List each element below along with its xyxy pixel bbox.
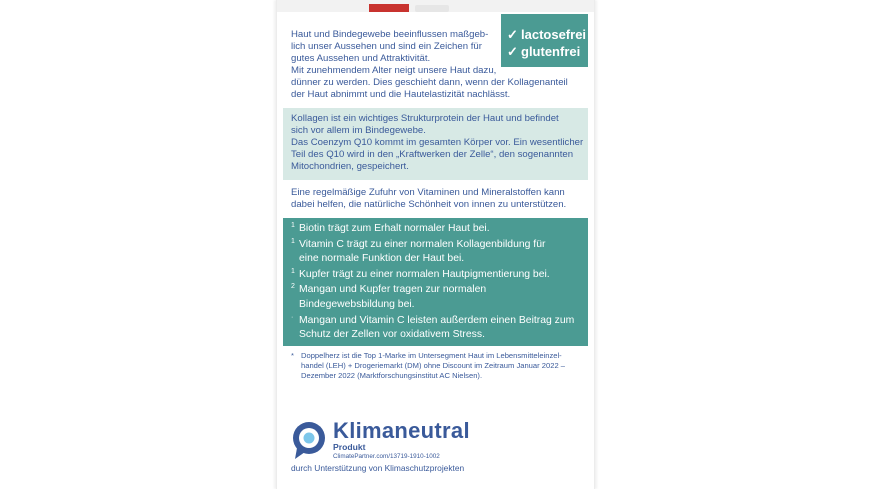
footnote [291,351,576,382]
claim-line: Biotin trägt zum Erhalt normaler Haut bei. [299,223,490,234]
collagen-line: Mitochondrien, gespeichert. [291,161,409,173]
box-top-edge [277,0,594,12]
claim-line: Schutz der Zellen vor oxidativem Stress. [299,329,485,341]
supply-paragraph [291,187,591,211]
footnote-marker: * [291,351,294,360]
badge-label: lactosefrei [521,27,587,42]
climate-subtitle: Produkt [333,442,366,452]
footnote-line: Dezember 2022 (Marktforschungsinstitut AC Nielsen). [301,371,483,381]
badge-label: glutenfrei [521,44,581,59]
collagen-line: sich vor allem im Bindegewebe. [291,125,426,137]
climate-tagline: durch Unterstützung von Klimaschutzprojekten [291,463,465,473]
health-claims-band [283,218,588,346]
claim-marker: 1 [291,222,295,229]
claim-item [291,238,586,267]
checkmark-icon: ✓ [507,27,518,42]
claim-marker: 2 [291,283,295,291]
climate-url: ClimatePartner.com/13719-1910-1002 [333,453,440,460]
intro-line: der Haut abnimmt und die Hautelastizität nachlässt. [291,89,511,101]
claim-line: Mangan und Kupfer tragen zur normalen [299,284,487,296]
intro-line: lich unser Aussehen und sind ein Zeichen für [291,41,482,53]
red-label-strip [369,4,409,12]
claim-line: Bindegewebsbildung bei. [299,298,415,310]
intro-line: Haut und Bindegewebe beeinflussen maßgeb- [291,29,489,40]
claim-marker: · [291,313,294,321]
claim-item [291,314,586,343]
claim-line: eine normale Funktion der Haut bei. [299,253,465,265]
badge-row-lactose [507,26,588,43]
claim-item [291,222,586,237]
claim-item [291,268,586,283]
climate-neutral-label [291,418,591,478]
claim-line: Mangan und Vitamin C leisten außerdem einen Beitrag zum [299,314,575,326]
checkmark-icon: ✓ [507,44,518,59]
claim-marker: 1 [291,267,295,275]
climate-title: Klimaneutral [333,418,470,443]
collagen-line: Das Coenzym Q10 kommt im gesamten Körper vor. Ein wesentlicher [291,137,584,149]
footnote-line: handel (LEH) + Drogeriemarkt (DM) ohne Discount im Zeitraum Januar 2022 – [301,361,565,371]
collagen-info-band [283,108,588,180]
supply-line: dabei helfen, die natürliche Schönheit von innen zu unterstützen. [291,199,567,211]
intro-line: Mit zunehmendem Alter neigt unsere Haut dazu, [291,65,497,77]
intro-line: dünner zu werden. Dies geschieht dann, wenn der Kollagenanteil [291,77,568,89]
claim-marker: 1 [291,237,295,245]
grey-label-strip [415,5,449,12]
health-claims-list [291,222,586,344]
claim-line: Kupfer trägt zu einer normalen Hautpigmentierung bei. [299,268,550,280]
free-from-badge [501,14,588,67]
collagen-line: Kollagen ist ein wichtiges Strukturprotein der Haut und befindet [291,113,559,124]
footnote-line: Doppelherz ist die Top 1-Marke im Untersegment Haut im Lebensmitteleinzel- [301,351,562,360]
intro-line: gutes Aussehen und Attraktivität. [291,53,431,65]
badge-row-gluten [507,43,588,60]
product-box-back [276,0,595,489]
claim-line: Vitamin C trägt zu einer normalen Kollagenbildung für [299,238,546,250]
collagen-paragraph [291,113,586,173]
claim-item [291,283,586,312]
collagen-line: Teil des Q10 wird in den „Kraftwerken der Zelle“, den sogenannten [291,149,574,161]
climate-partner-logo-icon [291,420,327,460]
supply-line: Eine regelmäßige Zufuhr von Vitaminen und Mineralstoffen kann [291,187,565,198]
footnote-text [291,351,576,382]
